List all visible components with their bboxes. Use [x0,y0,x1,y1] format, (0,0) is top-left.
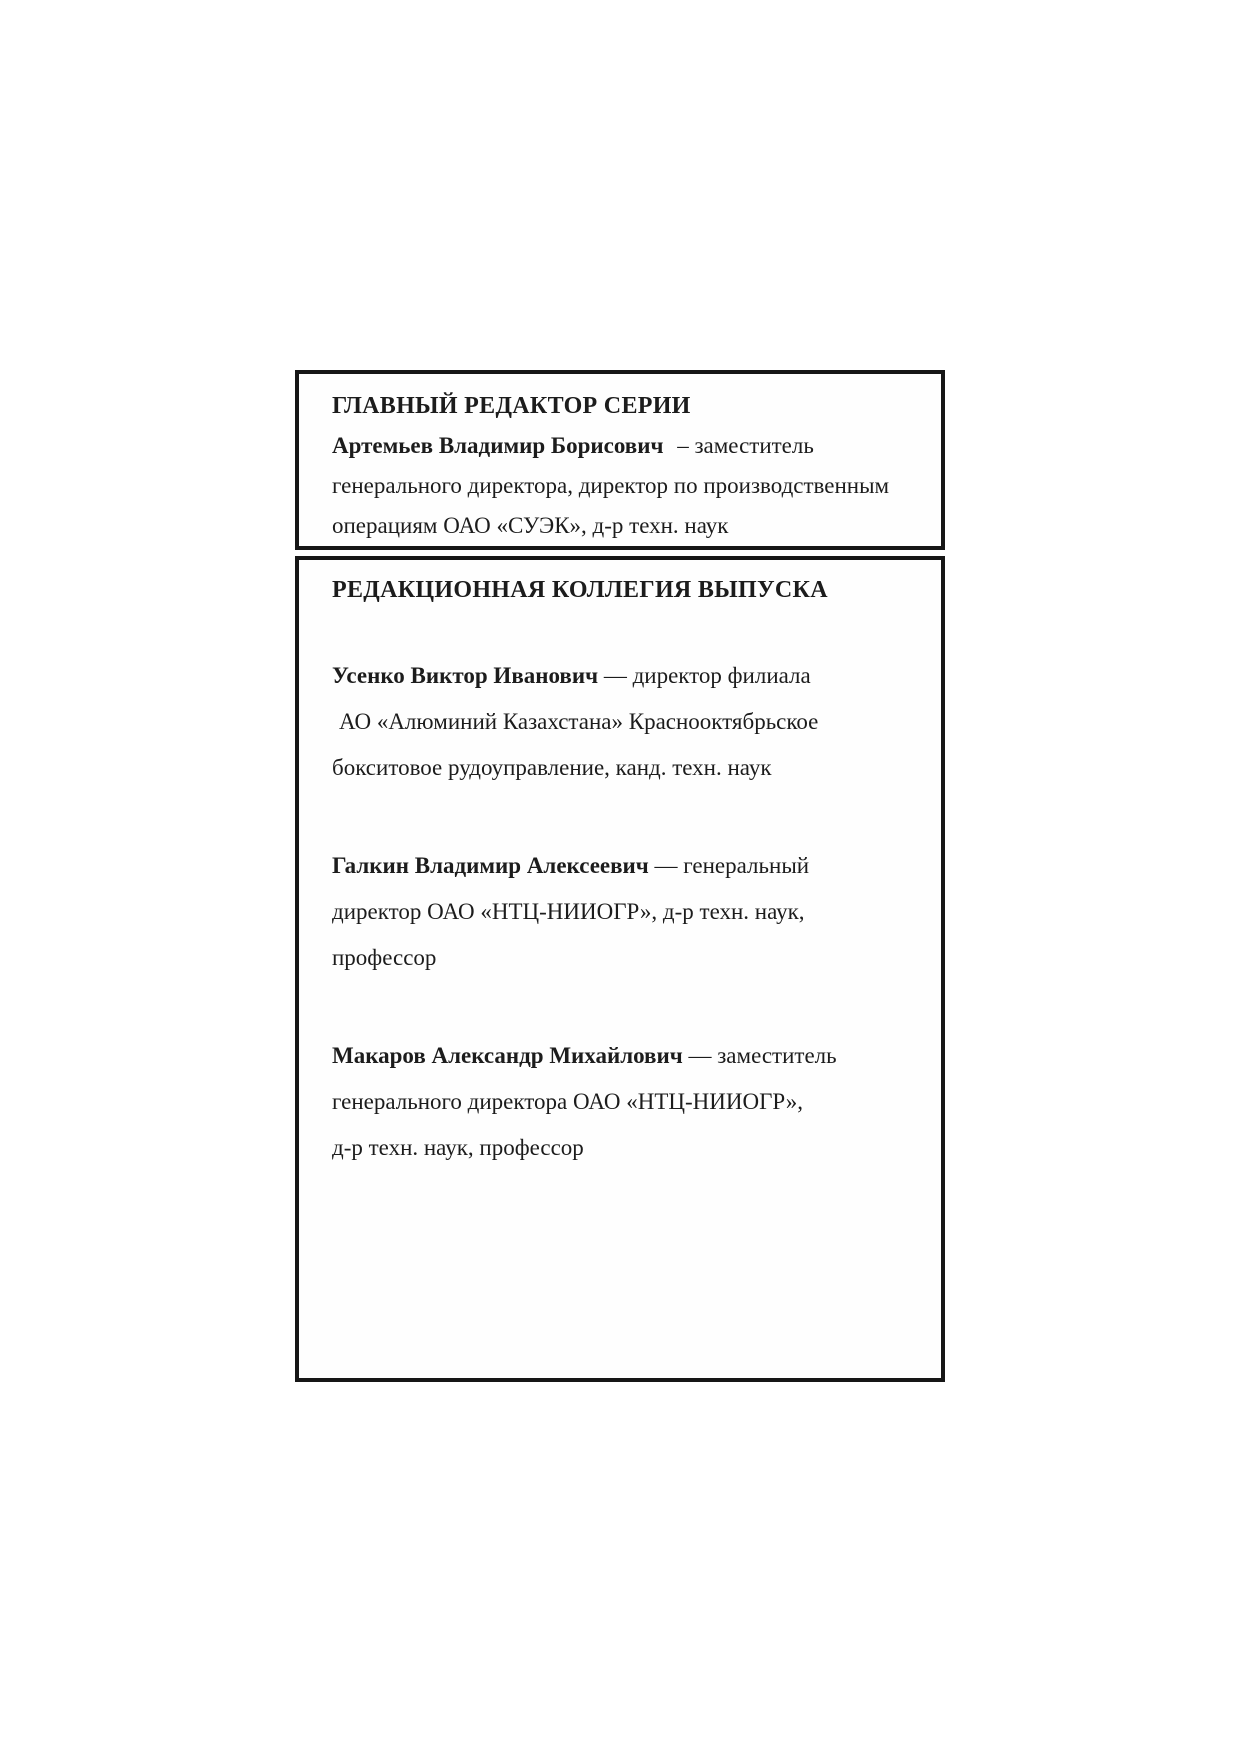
member-name-line [332,1033,923,1079]
board-member-galkin [332,843,923,981]
chief-editor-box [295,370,945,550]
chief-editor-name-line [332,426,923,466]
member-role-start: — заместитель [688,1043,837,1068]
member-name: Галкин Владимир Алексеевич [332,853,649,878]
chief-editor-name: Артемьев Владимир Борисович [332,433,664,458]
member-name-line [332,653,923,699]
member-role-line: д-р техн. наук, профессор [332,1135,584,1160]
member-name: Макаров Александр Михайлович [332,1043,683,1068]
member-role-line: генерального директора ОАО «НТЦ-НИИОГР», [332,1089,804,1114]
chief-editor-role-line: операциям ОАО «СУЭК», д-р техн. наук [332,513,729,538]
member-name: Усенко Виктор Иванович [332,663,599,688]
chief-editor-role-line: генерального директора, директор по производственным [332,473,890,498]
chief-editor-heading: ГЛАВНЫЙ РЕДАКТОР СЕРИИ [332,393,691,419]
board-member-makarov [332,1033,923,1171]
member-role-line: директор ОАО «НТЦ-НИИОГР», д-р техн. наук, [332,899,805,924]
editorial-board-box [295,556,945,1382]
member-role-line: бокситовое рудоуправление, канд. техн. наук [332,755,772,780]
member-role-line: профессор [332,945,437,970]
member-role-line: АО «Алюминий Казахстана» Краснооктябрьское [339,709,819,734]
board-member-usenko [332,653,923,791]
member-role-start: — директор филиала [603,663,811,688]
member-role-start: — генеральный [654,853,810,878]
member-name-line [332,843,923,889]
editorial-board-heading: РЕДАКЦИОННАЯ КОЛЛЕГИЯ ВЫПУСКА [332,577,828,603]
chief-editor-role-start: – заместитель [677,433,814,458]
